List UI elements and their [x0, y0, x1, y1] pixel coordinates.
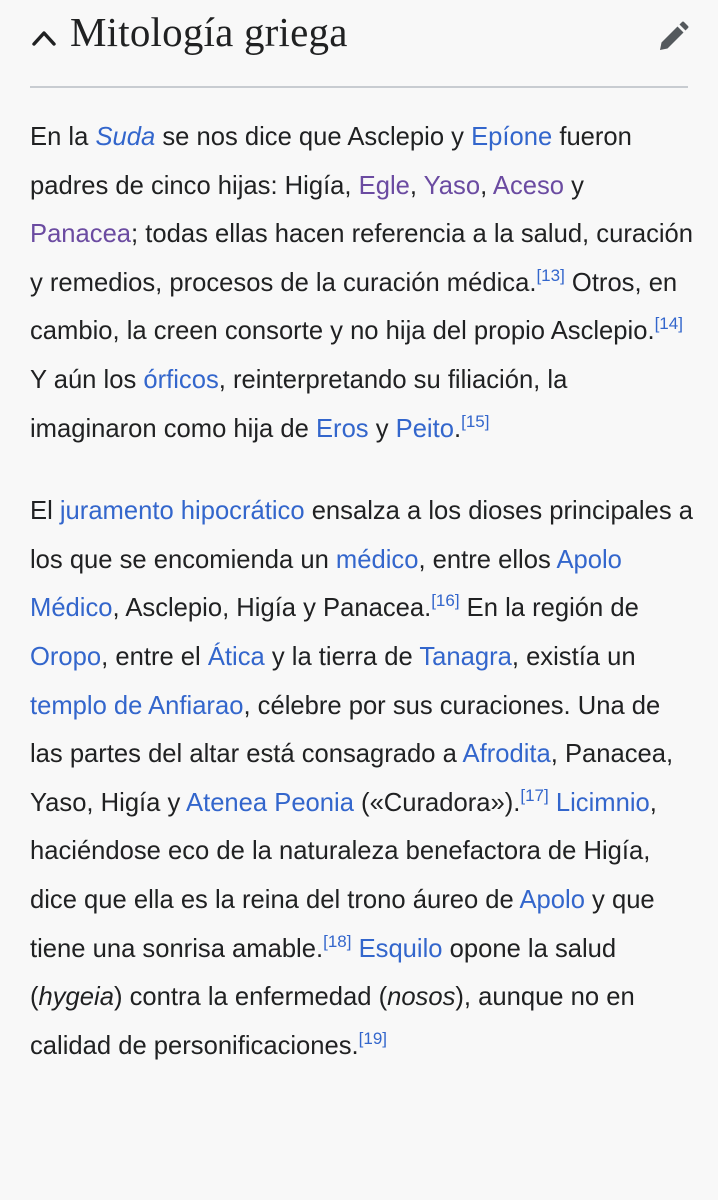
- link-atica[interactable]: Ática: [207, 642, 265, 671]
- reference-18[interactable]: [18]: [323, 931, 352, 951]
- link-panacea[interactable]: Panacea: [30, 220, 132, 249]
- link-epione[interactable]: Epíone: [471, 123, 553, 151]
- paragraph-2: El juramento hipocrático ensalza a los dioses principales a los que se encomienda un médico, entre ellos Apolo Médico, Asclepio, Higía y Panacea.[16] En la región de Oropo, entre el Ática y la tierra de Tanagra, existía un templo de Anfiarao, célebre por sus curaciones. Una de las partes del altar está consagrado a Afrodita, Panacea, Yaso, Higía y Atenea Peonia («Curadora»).[17] Licimnio, haciéndose eco de la naturaleza benefactora de Higía, dice que ella es la reina del trono áureo de Apolo y que tiene una sonrisa amable.[18] Esquilo opone la salud (hygeia) contra la enfermedad (nosos), aunque no en calidad de personificaciones.[19]: [30, 497, 693, 1060]
- term-nosos: nosos: [387, 983, 456, 1012]
- section-header[interactable]: [0, 0, 718, 86]
- reference-14[interactable]: [14]: [654, 314, 683, 334]
- reference-16[interactable]: [16]: [431, 591, 460, 611]
- link-oropo[interactable]: Oropo: [30, 642, 102, 671]
- link-juramento-hipocratico[interactable]: juramento hipocrático: [59, 497, 305, 526]
- link-apolo[interactable]: Apolo: [519, 885, 585, 914]
- reference-15[interactable]: [15]: [461, 411, 490, 431]
- link-apolo-medico[interactable]: Apolo Médico: [30, 545, 622, 623]
- link-aceso[interactable]: Aceso: [492, 171, 565, 200]
- reference-19[interactable]: [19]: [358, 1028, 388, 1048]
- link-atenea-peonia[interactable]: Atenea Peonia: [186, 788, 354, 817]
- link-peito[interactable]: Peito: [395, 414, 454, 443]
- link-licimnio[interactable]: Licimnio: [555, 788, 650, 817]
- section-title: Mitología griega: [70, 9, 348, 55]
- link-afrodita[interactable]: Afrodita: [462, 740, 551, 769]
- link-suda[interactable]: Suda: [95, 123, 156, 151]
- pencil-icon[interactable]: [656, 20, 690, 54]
- term-hygeia: hygeia: [38, 983, 114, 1012]
- chevron-up-icon[interactable]: [30, 24, 58, 52]
- link-esquilo[interactable]: Esquilo: [358, 934, 443, 963]
- link-medico[interactable]: médico: [335, 545, 419, 574]
- link-templo-anfiarao[interactable]: templo de Anfiarao: [30, 691, 244, 720]
- link-eros[interactable]: Eros: [315, 414, 369, 443]
- section-divider: [30, 86, 688, 88]
- paragraph-1: En la Suda se nos dice que Asclepio y Epíone fueron padres de cinco hijas: Higía, Egle, Yaso, Aceso y Panacea; todas ellas hacen referencia a la salud, curación y remedios, procesos de la curación médica.[13] Otros, en cambio, la creen consorte y no hija del propio Asclepio.[14] Y aún los órficos, reinterpretando su filiación, la imaginaron como hija de Eros y Peito.[15]: [30, 123, 694, 443]
- link-egle[interactable]: Egle: [358, 171, 410, 200]
- reference-17[interactable]: [17]: [520, 785, 549, 805]
- link-yaso[interactable]: Yaso: [423, 171, 481, 200]
- link-tanagra[interactable]: Tanagra: [419, 642, 512, 671]
- link-orficos[interactable]: órficos: [143, 365, 219, 394]
- article-content: [30, 113, 698, 1070]
- reference-13[interactable]: [13]: [536, 265, 565, 285]
